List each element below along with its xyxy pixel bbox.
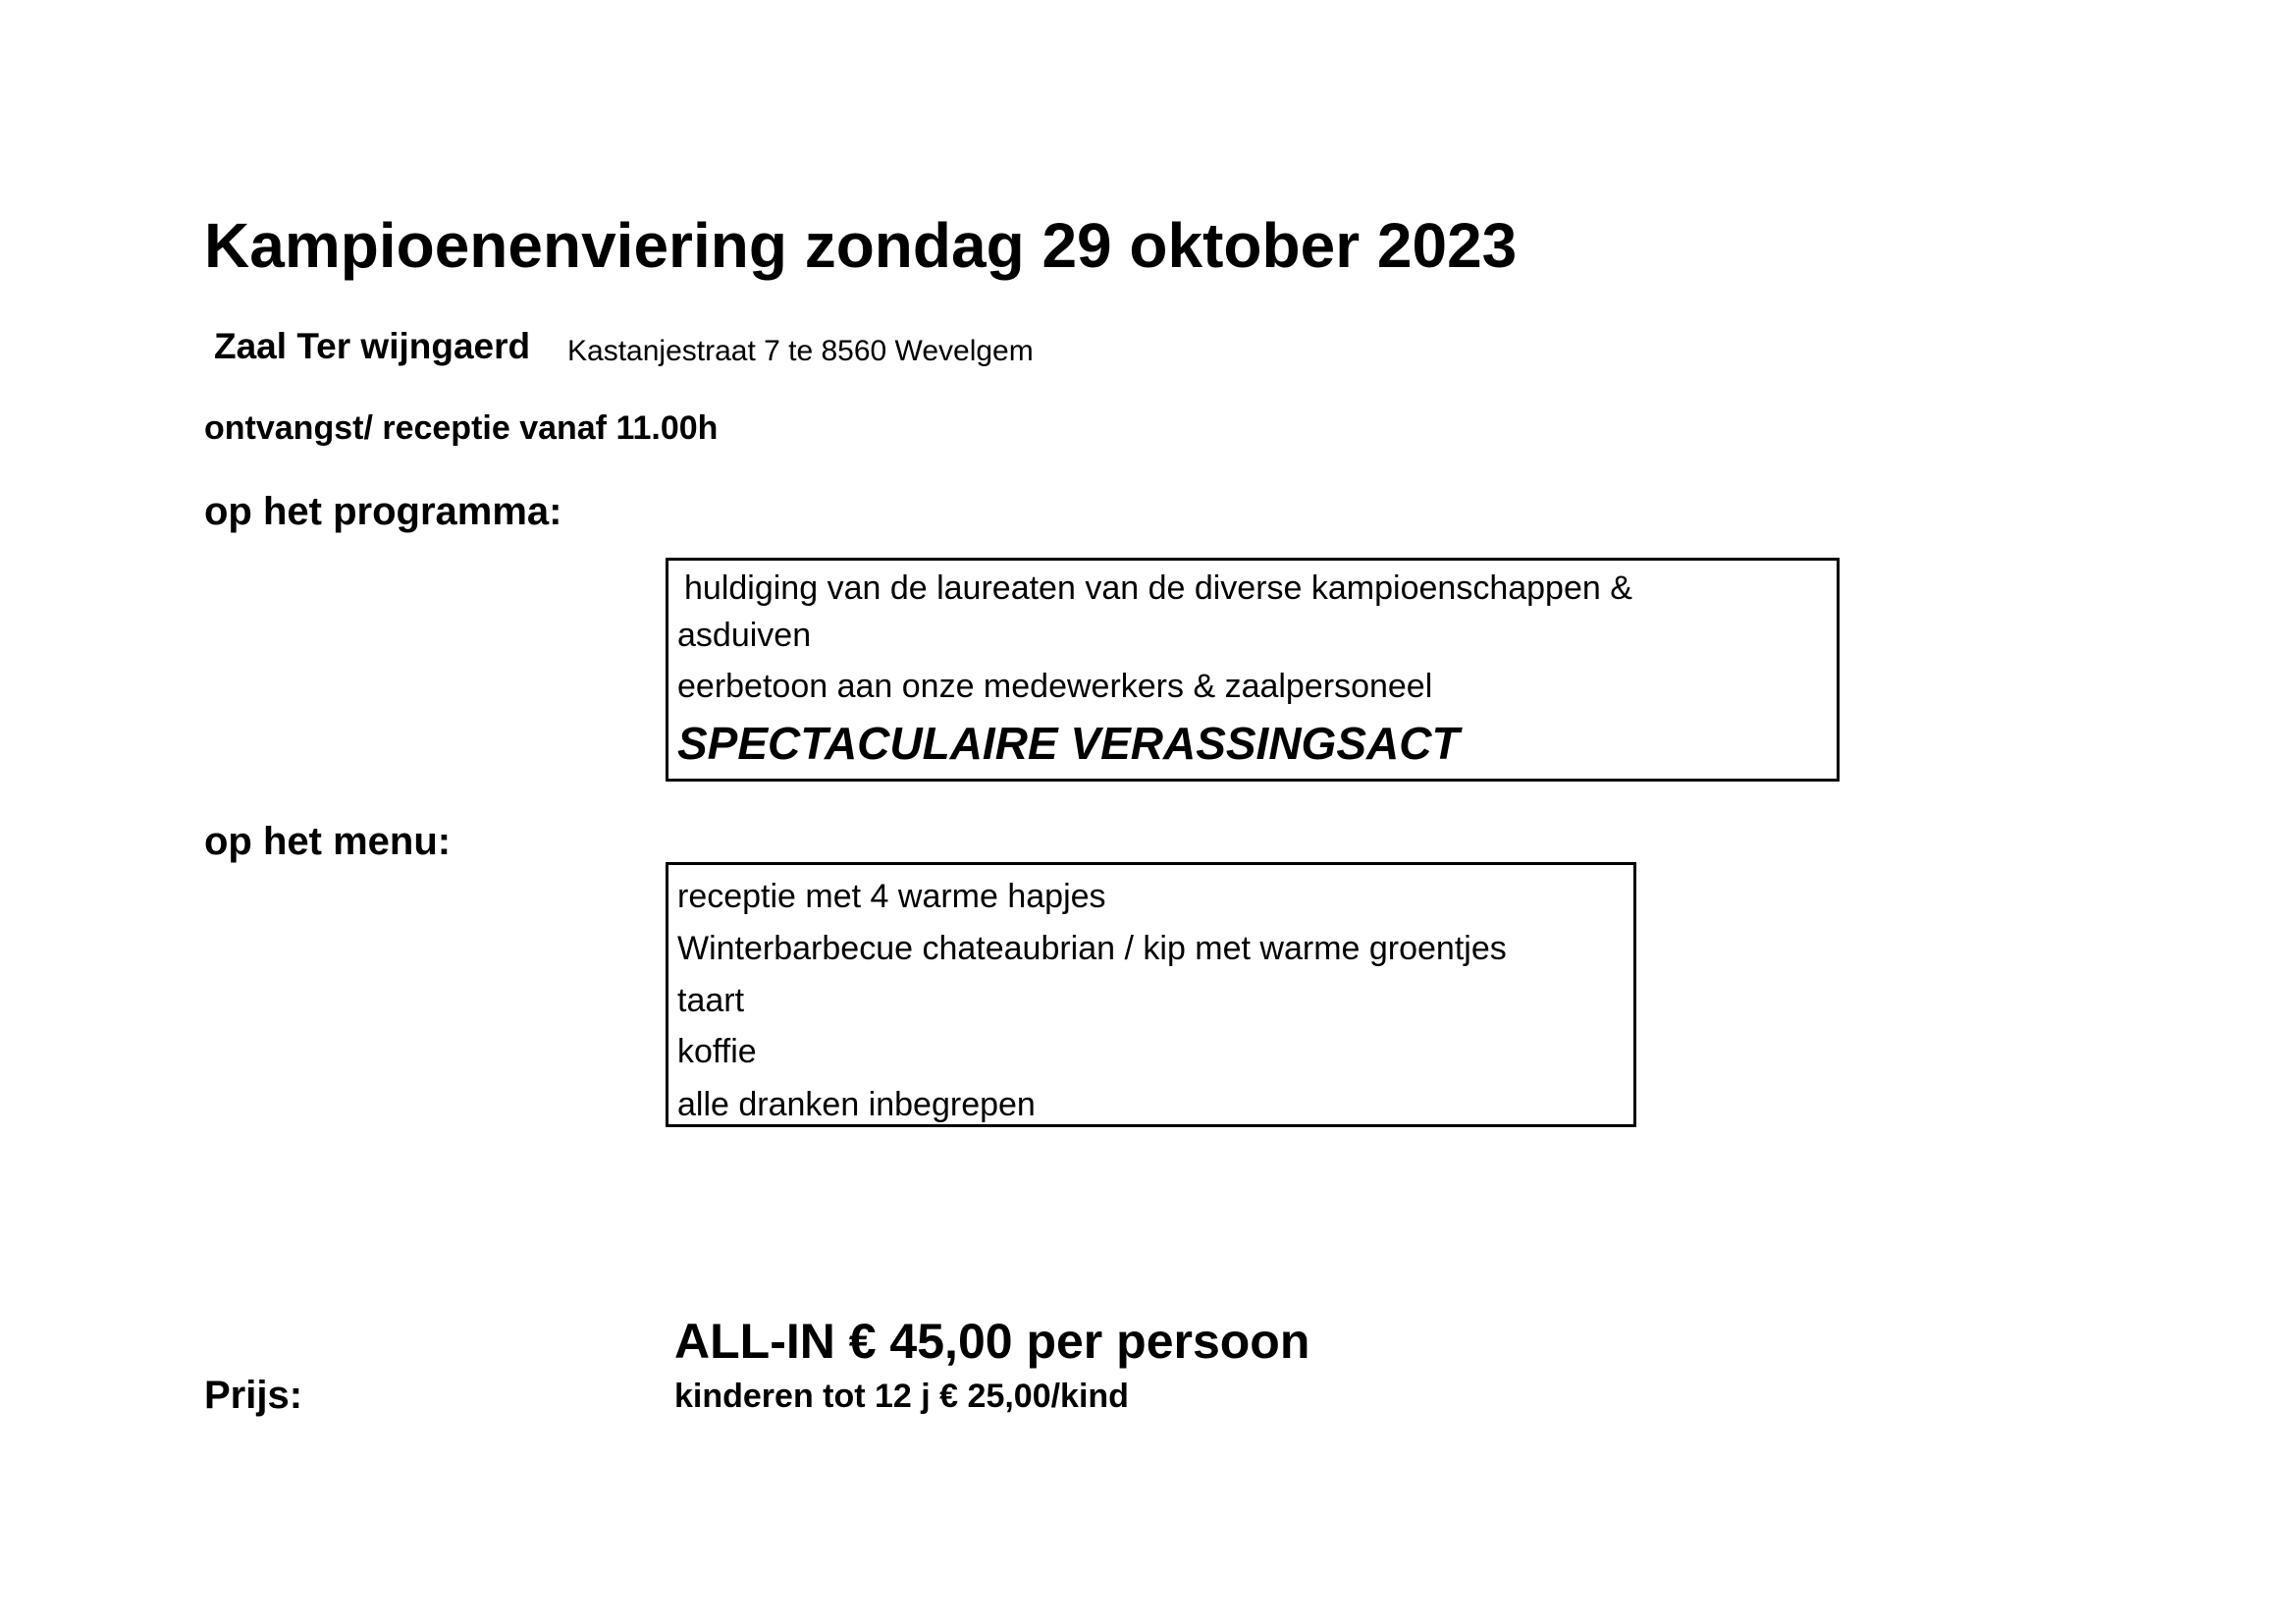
menu-item: alle dranken inbegrepen: [677, 1086, 1036, 1123]
program-heading: op het programma:: [204, 490, 562, 533]
menu-item: koffie: [677, 1033, 757, 1070]
program-item: huldiging van de laureaten van de diverse kampioenschappen &: [684, 569, 1632, 607]
price-all-in: ALL-IN € 45,00 per persoon: [674, 1314, 1310, 1369]
menu-item: receptie met 4 warme hapjes: [677, 878, 1106, 915]
price-children: kinderen tot 12 j € 25,00/kind: [674, 1378, 1129, 1415]
program-item: eerbetoon aan onze medewerkers & zaalpersoneel: [677, 668, 1433, 705]
menu-item: Winterbarbecue chateaubrian / kip met warme groentjes: [677, 930, 1507, 967]
menu-box: [666, 862, 1636, 1127]
program-highlight: SPECTACULAIRE VERASSINGSACT: [677, 718, 1460, 769]
menu-item: taart: [677, 982, 745, 1019]
price-heading: Prijs:: [204, 1374, 303, 1417]
program-box: [666, 558, 1840, 782]
venue-name: Zaal Ter wijngaerd: [214, 326, 531, 366]
menu-heading: op het menu:: [204, 820, 452, 863]
program-item: asduiven: [677, 617, 812, 654]
reception-time: ontvangst/ receptie vanaf 11.00h: [204, 409, 719, 447]
page-title: Kampioenenviering zondag 29 oktober 2023: [204, 210, 1518, 281]
venue-address: Kastanjestraat 7 te 8560 Wevelgem: [567, 335, 1034, 367]
